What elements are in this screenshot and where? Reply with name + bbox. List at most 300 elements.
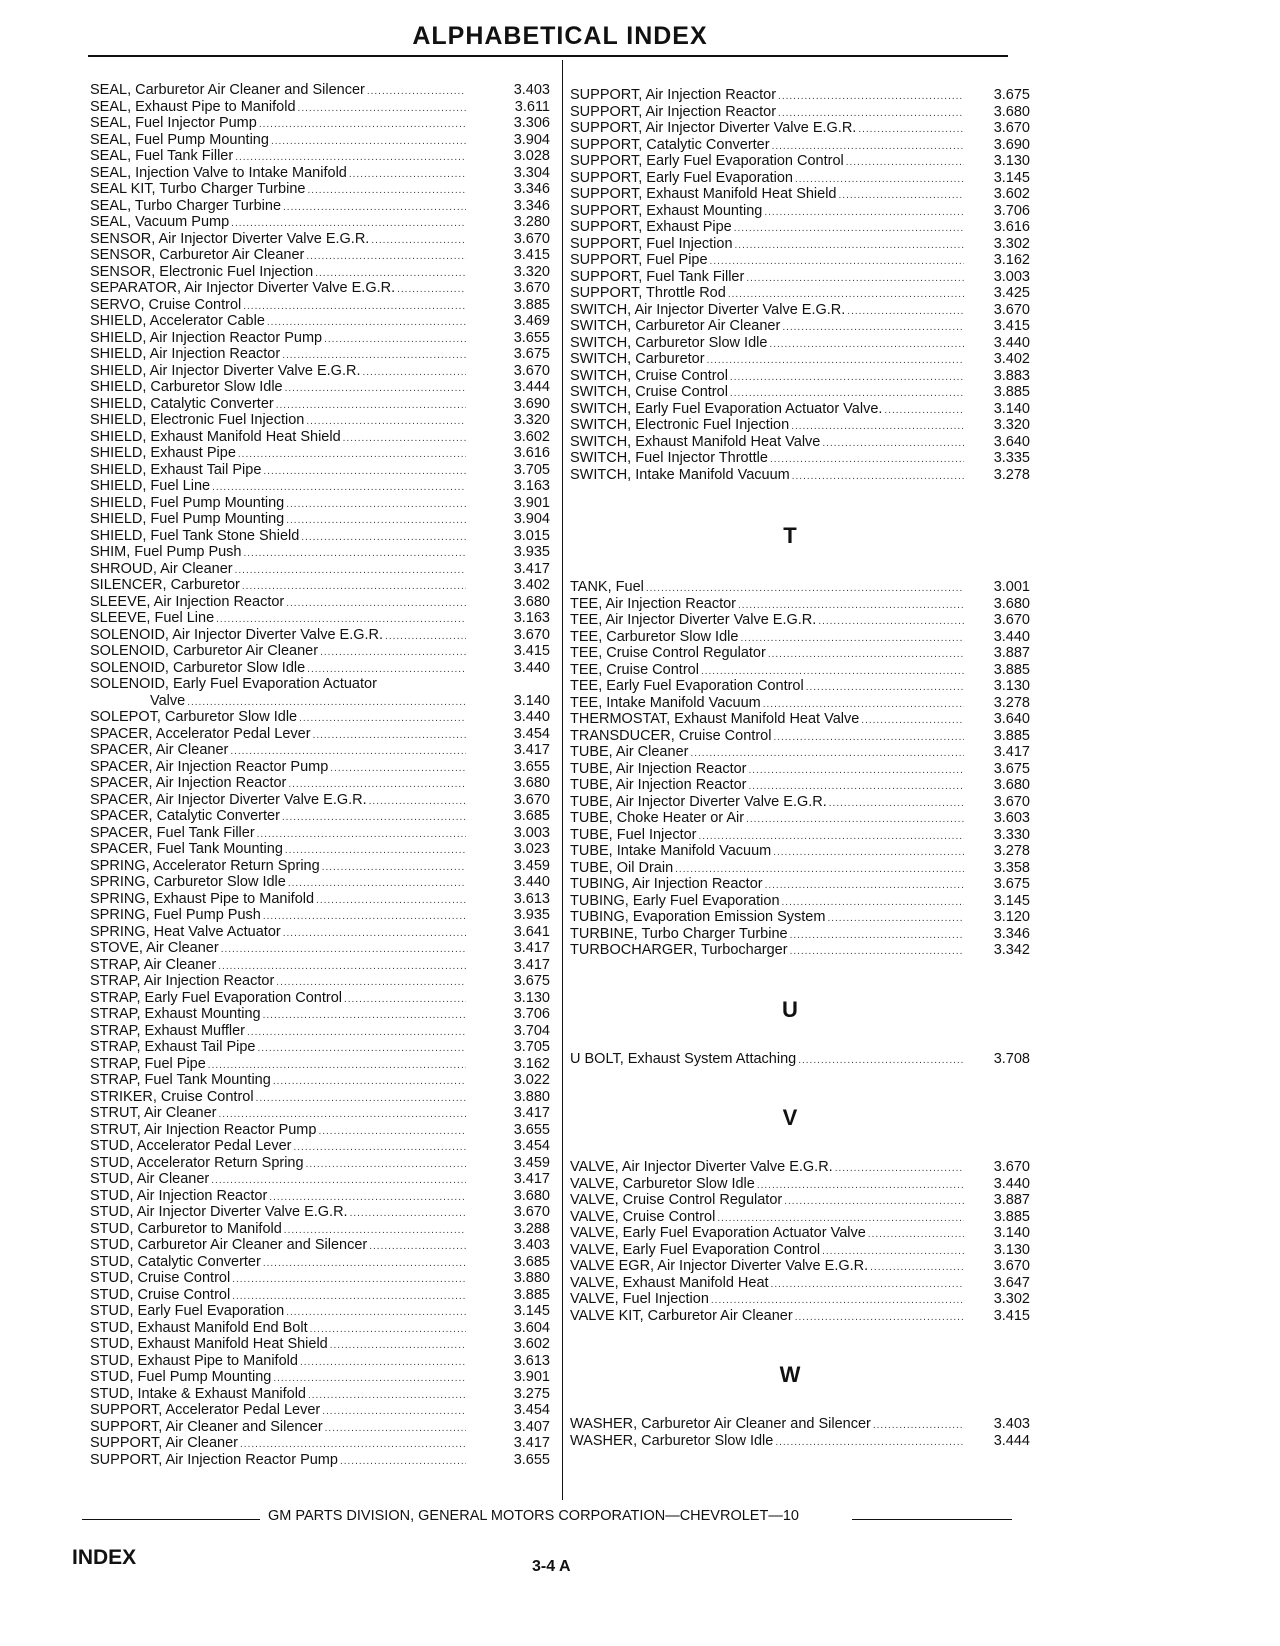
- index-entry: [90, 693, 550, 710]
- entry-text: SLEEVE, Air Injection Reactor: [90, 593, 285, 610]
- index-entry: [90, 115, 550, 132]
- index-entry: [90, 907, 550, 924]
- entry-text: TUBING, Air Injection Reactor: [570, 876, 763, 892]
- entry-page: 3.675: [993, 760, 1030, 777]
- entry-page: 3.163: [513, 610, 550, 626]
- index-entry: [570, 467, 1030, 484]
- index-entry: [90, 1303, 550, 1320]
- entry-text: SHIELD, Fuel Pump Mounting: [90, 511, 285, 527]
- entry-text: VALVE KIT, Carburetor Air Cleaner: [570, 1307, 793, 1324]
- entry-text: TUBE, Air Cleaner: [570, 744, 689, 760]
- index-entry: [90, 544, 550, 561]
- entry-text: TANK, Fuel: [570, 579, 644, 595]
- page-title: ALPHABETICAL INDEX: [412, 22, 708, 50]
- entry-text: SPRING, Carburetor Slow Idle: [90, 874, 286, 890]
- index-entry: [90, 1386, 550, 1403]
- entry-page: 3.640: [993, 433, 1030, 450]
- index-entry: [90, 231, 550, 248]
- dot-leader: [263, 1008, 466, 1025]
- index-entry: [570, 909, 1030, 926]
- dot-leader: [773, 845, 964, 862]
- entry-page: 3.275: [513, 1385, 550, 1402]
- entry-page: 3.883: [993, 367, 1030, 384]
- index-entry: [90, 528, 550, 545]
- entry-page: 3.885: [513, 1286, 550, 1303]
- index-entry: [570, 1291, 1030, 1308]
- entry-text: SPACER, Fuel Tank Mounting: [90, 841, 283, 857]
- entry-text: STRAP, Exhaust Muffler: [90, 1022, 246, 1039]
- entry-text: TUBE, Air Injection Reactor: [570, 777, 747, 793]
- entry-text: SUPPORT, Air Injector Diverter Valve E.G.R.: [570, 120, 857, 136]
- entry-page: 3.130: [993, 678, 1030, 694]
- entry-page: 3.603: [993, 810, 1030, 826]
- entry-text: THERMOSTAT, Exhaust Manifold Heat Valve: [570, 711, 860, 727]
- index-entry: [570, 612, 1030, 629]
- entry-text: WASHER, Carburetor Air Cleaner and Silencer: [570, 1416, 871, 1432]
- dot-leader: [298, 101, 466, 118]
- index-entry: [570, 1416, 1030, 1433]
- entry-text: SUPPORT, Throttle Rod: [570, 285, 726, 301]
- index-entry: [570, 695, 1030, 712]
- entry-text: SPRING, Accelerator Return Spring: [90, 857, 320, 874]
- entry-page: 3.454: [513, 1138, 550, 1154]
- entry-page: 3.887: [993, 645, 1030, 661]
- entry-page: 3.469: [513, 313, 550, 329]
- entry-text: STRIKER, Cruise Control: [90, 1088, 254, 1105]
- dot-leader: [263, 909, 466, 926]
- entry-page: 3.330: [993, 826, 1030, 843]
- index-entry: [570, 434, 1030, 451]
- index-entry: [570, 942, 1030, 959]
- entry-text: STRAP, Fuel Tank Mounting: [90, 1072, 271, 1088]
- index-entry: [570, 1258, 1030, 1275]
- entry-text: WASHER, Carburetor Slow Idle: [570, 1432, 774, 1449]
- dot-leader: [320, 645, 466, 662]
- dot-leader: [263, 1256, 466, 1273]
- index-entry: [90, 1254, 550, 1271]
- entry-page: 3.705: [513, 1039, 550, 1055]
- entry-text: TUBE, Fuel Injector: [570, 826, 697, 843]
- entry-page: 3.440: [993, 334, 1030, 351]
- entry-text: SWITCH, Carburetor: [570, 351, 705, 367]
- entry-page: 3.613: [513, 1352, 550, 1369]
- entry-text: SUPPORT, Fuel Injection: [570, 235, 733, 252]
- section-letter-v: V: [782, 1105, 798, 1130]
- index-entry: [90, 726, 550, 743]
- index-entry: [90, 1006, 550, 1023]
- entry-text: SUPPORT, Exhaust Pipe: [570, 219, 732, 235]
- index-entry: [90, 1353, 550, 1370]
- index-entry: [570, 1159, 1030, 1176]
- entry-text: SENSOR, Carburetor Air Cleaner: [90, 247, 305, 263]
- index-entry: [90, 858, 550, 875]
- dot-leader: [730, 370, 964, 387]
- index-entry: [90, 1089, 550, 1106]
- entry-page: 3.675: [993, 87, 1030, 103]
- entry-page: 3.145: [993, 169, 1030, 186]
- dot-leader: [293, 1140, 466, 1157]
- dot-leader: [798, 1053, 964, 1070]
- entry-text: TEE, Carburetor Slow Idle: [570, 628, 739, 645]
- dot-leader: [306, 1157, 466, 1174]
- index-entry: [90, 429, 550, 446]
- index-entry: [570, 1242, 1030, 1259]
- index-entry: [90, 462, 550, 479]
- index-entry: [90, 940, 550, 957]
- index-entry: [570, 1433, 1030, 1450]
- index-entry: [90, 561, 550, 578]
- entry-page: 3.022: [513, 1072, 550, 1088]
- entry-text: Valve: [150, 692, 186, 709]
- dot-leader: [792, 469, 964, 486]
- dot-leader: [367, 84, 466, 101]
- entry-text: SHIELD, Exhaust Tail Pipe: [90, 461, 262, 478]
- entry-text: SPRING, Fuel Pump Push: [90, 907, 261, 923]
- entry-page: 3.001: [993, 579, 1030, 595]
- entry-page: 3.320: [993, 417, 1030, 433]
- entry-page: 3.003: [993, 268, 1030, 285]
- dot-leader: [746, 812, 964, 829]
- entry-text: SOLENOID, Air Injector Diverter Valve E.G.R.: [90, 626, 384, 643]
- dot-leader: [861, 713, 964, 730]
- index-entry: [90, 478, 550, 495]
- index-entry: [570, 744, 1030, 761]
- dot-leader: [271, 134, 466, 151]
- entry-page: 3.602: [513, 1336, 550, 1352]
- entry-text: SUPPORT, Fuel Pipe: [570, 252, 708, 268]
- dot-leader: [247, 1025, 466, 1042]
- dot-leader: [286, 497, 466, 514]
- index-entry: [90, 214, 550, 231]
- index-entry: [90, 396, 550, 413]
- entry-page: 3.440: [513, 874, 550, 890]
- entry-text: TUBING, Evaporation Emission System: [570, 909, 826, 925]
- index-entry: [90, 412, 550, 429]
- index-entry: [90, 775, 550, 792]
- index-entry: [90, 957, 550, 974]
- entry-text: TEE, Intake Manifold Vacuum: [570, 694, 761, 711]
- index-entry: [570, 926, 1030, 943]
- entry-page: 3.454: [513, 1402, 550, 1418]
- entry-page: 3.459: [513, 857, 550, 874]
- index-entry: [90, 1402, 550, 1419]
- entry-page: 3.885: [993, 384, 1030, 400]
- entry-page: 3.887: [993, 1192, 1030, 1208]
- index-entry: [570, 384, 1030, 401]
- entry-text: SPACER, Air Injection Reactor Pump: [90, 758, 329, 775]
- entry-page: 3.706: [513, 1006, 550, 1022]
- index-entry: [570, 170, 1030, 187]
- entry-text: VALVE, Cruise Control Regulator: [570, 1192, 783, 1208]
- index-entry: [570, 662, 1030, 679]
- entry-page: 3.023: [513, 841, 550, 857]
- entry-text: STRUT, Air Cleaner: [90, 1105, 217, 1121]
- dot-leader: [818, 614, 964, 631]
- index-entry: [570, 137, 1030, 154]
- entry-page: 3.690: [993, 136, 1030, 153]
- entry-page: 3.440: [513, 659, 550, 676]
- entry-page: 3.706: [993, 202, 1030, 219]
- dot-leader: [868, 1227, 964, 1244]
- entry-page: 3.417: [513, 1171, 550, 1187]
- dot-leader: [835, 1161, 964, 1178]
- dot-leader: [827, 911, 964, 928]
- index-entry: [570, 1192, 1030, 1209]
- entry-page: 3.335: [993, 450, 1030, 466]
- index-entry: [570, 876, 1030, 893]
- index-entry: [90, 841, 550, 858]
- dot-leader: [286, 596, 466, 613]
- entry-page: 3.302: [993, 1291, 1030, 1307]
- entry-text: VALVE EGR, Air Injector Diverter Valve E.G.R.: [570, 1258, 869, 1274]
- entry-page: 3.346: [993, 925, 1030, 942]
- entry-page: 3.459: [513, 1154, 550, 1171]
- index-entry: [570, 893, 1030, 910]
- entry-page: 3.003: [513, 824, 550, 841]
- entry-page: 3.342: [993, 942, 1030, 958]
- index-entry: [90, 577, 550, 594]
- index-entry: [570, 1209, 1030, 1226]
- index-entry: [570, 203, 1030, 220]
- dot-leader: [221, 942, 466, 959]
- entry-text: SWITCH, Fuel Injector Throttle: [570, 450, 768, 466]
- entry-text: STUD, Cruise Control: [90, 1270, 231, 1286]
- dot-leader: [846, 155, 964, 172]
- index-list-u: [570, 1051, 1030, 1068]
- index-entry: [570, 302, 1030, 319]
- entry-text: SEAL, Fuel Pump Mounting: [90, 131, 269, 148]
- index-entry: [570, 120, 1030, 137]
- entry-page: 3.685: [513, 1253, 550, 1270]
- entry-text: SUPPORT, Fuel Tank Filler: [570, 268, 745, 285]
- entry-page: 3.680: [993, 777, 1030, 793]
- dot-leader: [773, 730, 964, 747]
- dot-leader: [349, 167, 466, 184]
- entry-text: SWITCH, Cruise Control: [570, 367, 728, 384]
- entry-text: SEAL, Injection Valve to Intake Manifold: [90, 164, 347, 181]
- entry-page: 3.680: [513, 593, 550, 610]
- entry-page: 3.417: [513, 1105, 550, 1121]
- entry-text: SHIELD, Air Injection Reactor Pump: [90, 329, 323, 346]
- entry-page: 3.880: [513, 1270, 550, 1286]
- index-entry: [90, 825, 550, 842]
- entry-text: SHIELD, Carburetor Slow Idle: [90, 379, 283, 395]
- entry-text: U BOLT, Exhaust System Attaching: [570, 1050, 797, 1067]
- entry-text: SUPPORT, Air Cleaner and Silencer: [90, 1418, 323, 1435]
- entry-page: 3.705: [513, 461, 550, 478]
- index-entry: [90, 1188, 550, 1205]
- entry-text: STRAP, Air Cleaner: [90, 956, 217, 973]
- entry-page: 3.140: [513, 692, 550, 709]
- right-column: [570, 87, 1030, 1449]
- dot-leader: [322, 1404, 466, 1421]
- index-entry: [570, 860, 1030, 877]
- index-entry: [90, 82, 550, 99]
- dot-leader: [369, 794, 466, 811]
- entry-page: 3.417: [513, 560, 550, 577]
- index-entry: [90, 297, 550, 314]
- index-entry: [90, 313, 550, 330]
- entry-page: 3.675: [513, 973, 550, 989]
- entry-text: SHIELD, Catalytic Converter: [90, 395, 274, 412]
- index-entry: [570, 87, 1030, 104]
- dot-leader: [307, 183, 466, 200]
- index-entry: [570, 1176, 1030, 1193]
- dot-leader: [300, 1355, 466, 1372]
- entry-page: 3.655: [513, 758, 550, 775]
- index-entry: [570, 810, 1030, 827]
- entry-text: STUD, Air Injector Diverter Valve E.G.R.: [90, 1204, 348, 1220]
- dot-leader: [330, 1338, 466, 1355]
- dot-leader: [749, 763, 965, 780]
- entry-page: 3.163: [513, 478, 550, 494]
- dot-leader: [839, 188, 964, 205]
- dot-leader: [397, 282, 466, 299]
- index-entry: [90, 627, 550, 644]
- index-entry: [90, 148, 550, 165]
- entry-page: 3.680: [513, 1187, 550, 1204]
- entry-page: 3.120: [993, 909, 1030, 925]
- dot-leader: [256, 1091, 466, 1108]
- dot-leader: [286, 513, 466, 530]
- entry-text: SLEEVE, Fuel Line: [90, 610, 215, 626]
- entry-page: 3.602: [513, 428, 550, 445]
- entry-page: 3.140: [993, 400, 1030, 417]
- index-list-w: [570, 1416, 1030, 1449]
- index-entry: [90, 1023, 550, 1040]
- entry-page: 3.417: [513, 1435, 550, 1451]
- index-entry: [90, 990, 550, 1007]
- entry-page: 3.278: [993, 466, 1030, 483]
- dot-leader: [286, 1305, 466, 1322]
- entry-page: 3.655: [513, 329, 550, 346]
- entry-text: SHIELD, Exhaust Manifold Heat Shield: [90, 428, 341, 445]
- index-entry: [90, 1122, 550, 1139]
- dot-leader: [285, 381, 466, 398]
- index-entry: [90, 610, 550, 627]
- index-entry: [570, 318, 1030, 335]
- entry-page: 3.616: [513, 445, 550, 461]
- entry-text: TEE, Air Injection Reactor: [570, 595, 737, 612]
- dot-leader: [873, 1418, 964, 1435]
- index-entry: [90, 99, 550, 116]
- dot-leader: [301, 530, 466, 547]
- dot-leader: [362, 365, 466, 382]
- dot-leader: [316, 893, 466, 910]
- entry-text: VALVE, Exhaust Manifold Heat: [570, 1274, 769, 1291]
- entry-page: 3.885: [993, 661, 1030, 678]
- entry-text: VALVE, Air Injector Diverter Valve E.G.R.: [570, 1159, 833, 1175]
- index-entry: [90, 132, 550, 149]
- entry-page: 3.655: [513, 1121, 550, 1138]
- entry-text: SEAL, Vacuum Pump: [90, 214, 230, 230]
- index-entry: [90, 874, 550, 891]
- dot-leader: [771, 1277, 964, 1294]
- entry-page: 3.320: [513, 263, 550, 280]
- index-entry: [90, 709, 550, 726]
- entry-text: SPACER, Air Cleaner: [90, 742, 229, 758]
- dot-leader: [847, 304, 964, 321]
- dot-leader: [734, 221, 964, 238]
- entry-text: SUPPORT, Air Cleaner: [90, 1435, 239, 1451]
- index-entry: [90, 1072, 550, 1089]
- index-entry: [90, 759, 550, 776]
- entry-text: SEAL KIT, Turbo Charger Turbine: [90, 181, 306, 197]
- entry-text: SHIELD, Fuel Line: [90, 478, 211, 494]
- entry-page: 3.904: [513, 131, 550, 148]
- entry-text: TEE, Cruise Control Regulator: [570, 645, 766, 661]
- dot-leader: [790, 944, 964, 961]
- dot-leader: [775, 1435, 964, 1452]
- entry-page: 3.885: [993, 727, 1030, 744]
- entry-page: 3.440: [993, 628, 1030, 645]
- entry-page: 3.402: [993, 351, 1030, 367]
- entry-text: SPRING, Heat Valve Actuator: [90, 923, 281, 940]
- dot-leader: [735, 238, 964, 255]
- section-letter-w: W: [779, 1362, 801, 1387]
- entry-text: SHIELD, Fuel Pump Mounting: [90, 494, 285, 511]
- index-list-t: [570, 579, 1030, 959]
- index-entry: [90, 1270, 550, 1287]
- index-entry: [570, 153, 1030, 170]
- index-entry: [90, 1138, 550, 1155]
- index-entry: [90, 1369, 550, 1386]
- entry-page: 3.640: [993, 711, 1030, 727]
- index-entry: [90, 247, 550, 264]
- entry-page: 3.641: [513, 923, 550, 940]
- index-entry: [90, 1237, 550, 1254]
- entry-text: SOLEPOT, Carburetor Slow Idle: [90, 709, 298, 725]
- entry-text: SPACER, Fuel Tank Filler: [90, 824, 255, 841]
- entry-text: SPACER, Catalytic Converter: [90, 808, 280, 824]
- entry-text: STRAP, Exhaust Mounting: [90, 1006, 261, 1022]
- entry-page: 3.145: [993, 892, 1030, 909]
- entry-text: SHIELD, Fuel Tank Stone Shield: [90, 527, 300, 544]
- entry-text: STRAP, Fuel Pipe: [90, 1055, 206, 1072]
- entry-page: 3.670: [513, 626, 550, 643]
- index-entry: [570, 186, 1030, 203]
- entry-text: SPACER, Air Injector Diverter Valve E.G.R.: [90, 791, 367, 808]
- entry-page: 3.440: [993, 1175, 1030, 1192]
- entry-page: 3.440: [513, 709, 550, 725]
- section-label: INDEX: [72, 1546, 137, 1569]
- dot-leader: [784, 1194, 964, 1211]
- entry-text: STUD, Exhaust Manifold End Bolt: [90, 1319, 308, 1336]
- entry-text: SPACER, Accelerator Pedal Lever: [90, 725, 311, 742]
- entry-page: 3.346: [513, 181, 550, 197]
- index-entry: [570, 777, 1030, 794]
- entry-text: SHIELD, Exhaust Pipe: [90, 445, 236, 461]
- entry-text: SUPPORT, Exhaust Mounting: [570, 202, 763, 219]
- header-rule: [88, 55, 1008, 57]
- dot-leader: [235, 563, 466, 580]
- entry-text: SHROUD, Air Cleaner: [90, 560, 233, 577]
- entry-text: SWITCH, Exhaust Manifold Heat Valve: [570, 433, 821, 450]
- dot-leader: [232, 1272, 466, 1289]
- entry-page: 3.145: [513, 1303, 550, 1319]
- entry-page: 3.454: [513, 725, 550, 742]
- entry-page: 3.602: [993, 186, 1030, 202]
- index-entry: [90, 1056, 550, 1073]
- dot-leader: [385, 629, 466, 646]
- entry-text: STUD, Carburetor Air Cleaner and Silencer: [90, 1237, 368, 1253]
- entry-text: STUD, Fuel Pump Mounting: [90, 1369, 272, 1385]
- index-entry: [570, 827, 1030, 844]
- index-entry: [570, 645, 1030, 662]
- dot-leader: [858, 122, 964, 139]
- entry-text: SHIELD, Air Injection Reactor: [90, 346, 281, 362]
- index-entry: [570, 596, 1030, 613]
